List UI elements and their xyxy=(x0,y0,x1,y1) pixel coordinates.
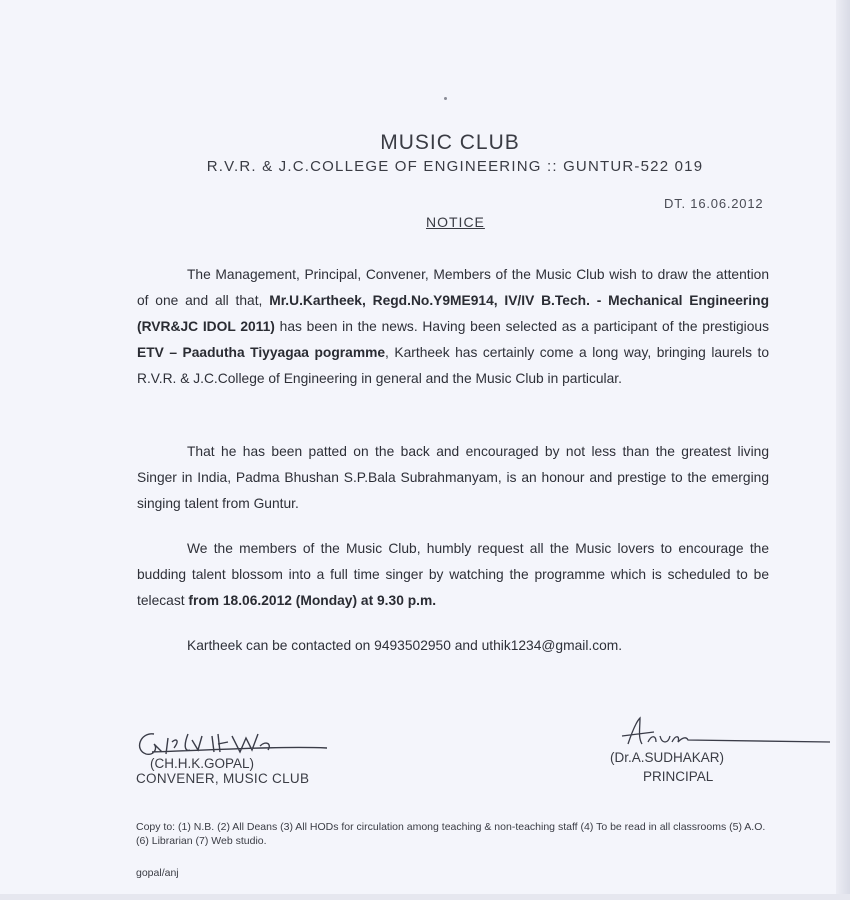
p2-text: That he has been patted on the back and encouraged by not less than the greatest living Singer in India, Padma Bhushan S.P.Bala Subrahmanyam, is an honour and prestige to the emerging singing talent from Guntur. xyxy=(137,444,769,511)
p1-student-details: Mr.U.Kartheek, Regd.No.Y9ME914, IV/IV B.Tech. - Mechanical Engineering (RVR&JC IDOL 2011) xyxy=(137,293,769,334)
p4-contact-text: Kartheek can be contacted on 9493502950 and uthik1234@gmail.com. xyxy=(187,638,623,653)
notice-heading: NOTICE xyxy=(426,214,485,230)
convener-title: CONVENER, MUSIC CLUB xyxy=(136,771,310,786)
p3-text-a: We the members of the Music Club, humbly request all the Music lovers to encourage the budding talent blossom into a full time singer by watching the programme which is scheduled to be telecast xyxy=(137,541,769,608)
notice-date: DT. 16.06.2012 xyxy=(664,196,764,211)
p3-telecast-time: from 18.06.2012 (Monday) at 9.30 p.m. xyxy=(188,593,437,608)
paragraph-1 xyxy=(137,262,769,392)
college-name: R.V.R. & J.C.COLLEGE OF ENGINEERING :: GUNTUR-522 019 xyxy=(206,158,704,175)
club-title: MUSIC CLUB xyxy=(380,131,520,154)
paragraph-3 xyxy=(137,536,769,614)
scan-speck xyxy=(444,97,447,100)
paragraph-4 xyxy=(137,633,769,659)
principal-name: (Dr.A.SUDHAKAR) xyxy=(610,750,725,765)
p1-programme-name: ETV – Paadutha Tiyyagaa pogramme xyxy=(137,345,386,360)
principal-title: PRINCIPAL xyxy=(643,769,714,784)
principal-signature xyxy=(614,714,834,750)
p1-text-e: , Kartheek has certainly come a long way, bringing laurels to R.V.R. & J.C.College of Engineering in general and the Music Club in particular. xyxy=(137,345,769,386)
copy-to-list: Copy to: (1) N.B. (2) All Deans (3) All HODs for circulation among teaching & non-teaching staff (4) To be read in all classrooms (5) A.O. (6) Librarian (7) Web studio. xyxy=(136,821,766,847)
paragraph-2 xyxy=(137,439,769,517)
reference-initials: gopal/anj xyxy=(136,867,179,879)
p1-text-c: has been in the news. Having been selected as a participant of the prestigious xyxy=(274,319,769,334)
convener-name: (CH.H.K.GOPAL) xyxy=(150,756,255,771)
scan-bottom-edge xyxy=(0,894,850,900)
p1-text-a: The Management, Principal, Convener, Members of the Music Club wish to draw the attention of one and all that, xyxy=(137,267,769,308)
